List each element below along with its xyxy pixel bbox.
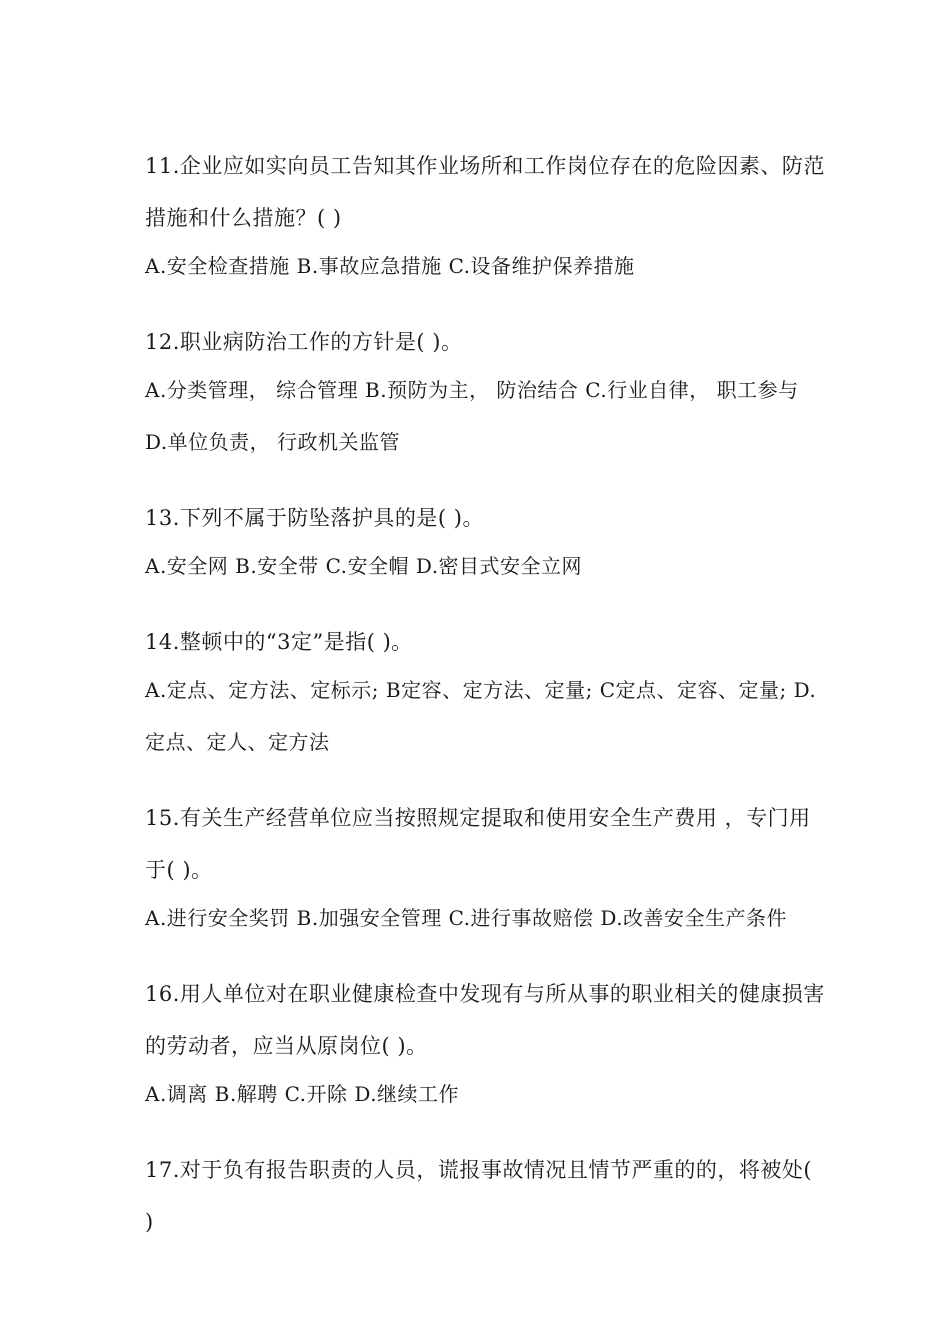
- question-16: [145, 968, 825, 1120]
- question-12: [145, 316, 825, 468]
- question-text: 17.对于负有报告职责的人员，谎报事故情况且情节严重的的，将被处( ): [145, 1158, 813, 1234]
- question-15: [145, 792, 825, 944]
- question-11: [145, 140, 825, 292]
- question-options: A.调离 B.解聘 C.开除 D.继续工作: [145, 1082, 460, 1106]
- document-page: [145, 140, 825, 1272]
- question-text: 13.下列不属于防坠落护具的是( )。: [145, 506, 484, 530]
- question-text: 12.职业病防治工作的方针是( )。: [145, 330, 463, 354]
- question-text: 14.整顿中的“3定”是指( )。: [145, 630, 413, 654]
- question-17: [145, 1144, 825, 1248]
- question-13: [145, 492, 825, 592]
- question-options: A.进行安全奖罚 B.加强安全管理 C.进行事故赔偿 D.改善安全生产条件: [145, 906, 788, 930]
- question-text: 16.用人单位对在职业健康检查中发现有与所从事的职业相关的健康损害的劳动者，应当从原岗位( )。: [145, 982, 825, 1058]
- question-options: A.定点、定方法、定标示; B定容、定方法、定量; C定点、定容、定量; D.定点、定人、定方法: [145, 678, 817, 754]
- question-options: A.安全网 B.安全带 C.安全帽 D.密目式安全立网: [145, 554, 583, 578]
- question-text: 15.有关生产经营单位应当按照规定提取和使用安全生产费用 ，专门用于( )。: [145, 806, 811, 882]
- question-text: 11.企业应如实向员工告知其作业场所和工作岗位存在的危险因素、防范措施和什么措施？( ): [145, 154, 825, 230]
- question-14: [145, 616, 825, 768]
- question-options: A.分类管理， 综合管理 B.预防为主， 防治结合 C.行业自律， 职工参与 D.单位负责， 行政机关监管: [145, 378, 806, 454]
- question-options: A.安全检查措施 B.事故应急措施 C.设备维护保养措施: [145, 254, 635, 278]
